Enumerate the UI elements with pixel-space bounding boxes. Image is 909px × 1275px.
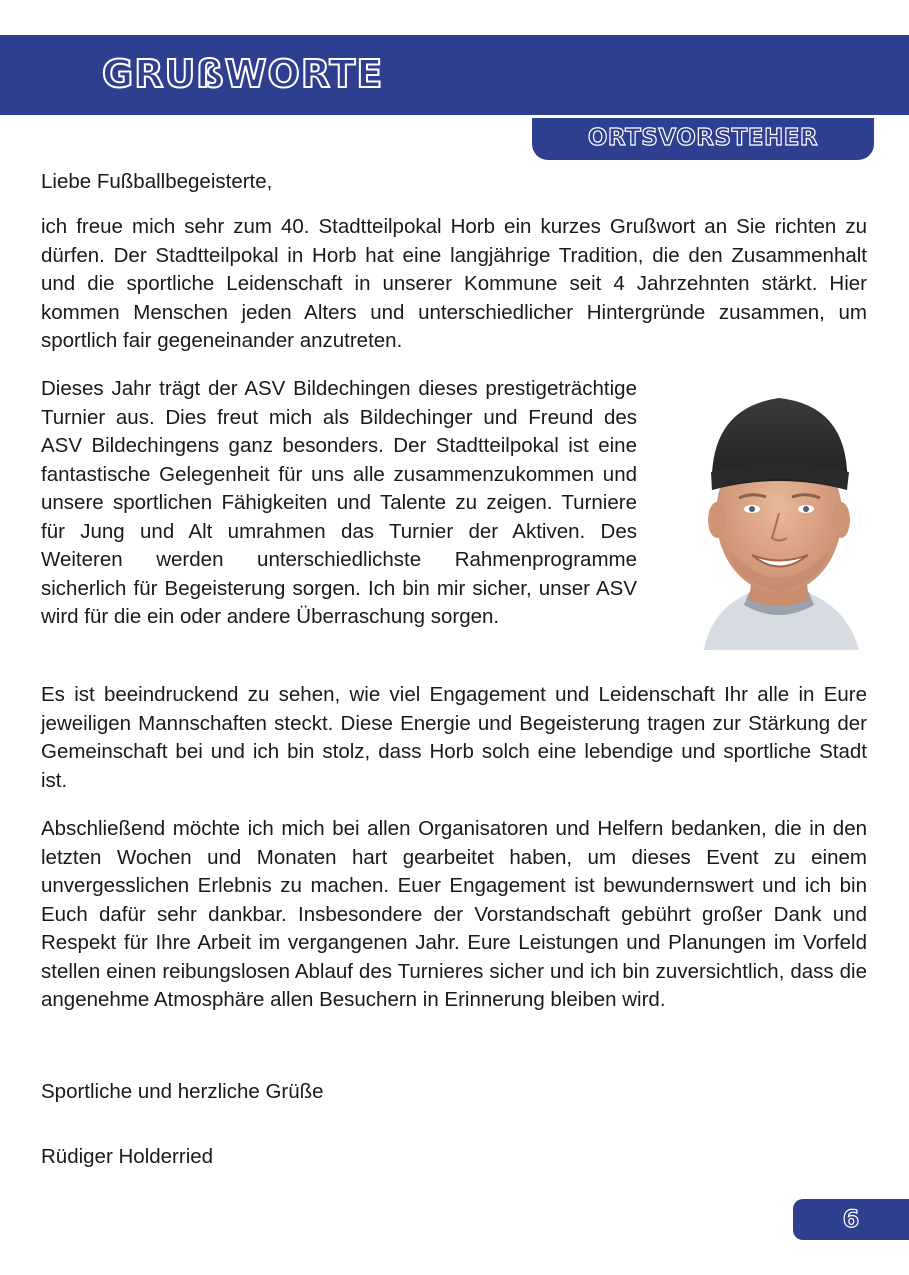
paragraph-thanks: Abschließend möchte ich mich bei allen Organisatoren und Helfern bedanken, die in den letzten Wochen und Monaten hart gearbeitet haben, um dieses Event zu einem unvergesslichen Erlebnis zu machen. Euer Engagement ist bewundernswert und ich bin Euch dafür sehr dankbar. Insbesondere der Vorstandschaft gebührt großer Dank und Respekt für Ihre Arbeit im vergangenen Jahr. Eure Leistungen und Planungen im Vorfeld stellen einen reibungslosen Ablauf des Turnieres sicher und ich bin zuversichtlich, dass die angenehme Atmosphäre allen Besuchern in Erinnerung bleiben wird. — [41, 817, 867, 1011]
closing: Sportliche und herzliche Grüße — [41, 1080, 324, 1103]
section-label: ORTSVORSTEHER — [587, 125, 819, 151]
portrait-photo — [684, 380, 874, 650]
paragraph-intro: ich freue mich sehr zum 40. Stadtteilpokal Horb ein kurzes Grußwort an Sie richten zu dürfen. Der Stadtteilpokal in Horb hat eine langjährige Tradition, die den Zusammenhalt und die sportliche Leidenschaft in unserer Kommune seit 4 Jahrzehnten stärkt. Hier kommen Menschen jeden Alters und unterschiedlicher Hintergründe zusammen, um sportlich fair gegeneinander anzutreten. — [41, 215, 867, 352]
page-title: GRUßWORTE — [102, 52, 384, 96]
header-bar — [0, 35, 909, 115]
greeting: Liebe Fußballbegeisterte, — [41, 170, 273, 193]
signature: Rüdiger Holderried — [41, 1145, 214, 1168]
section-tab — [532, 118, 874, 160]
page-number-tab — [793, 1199, 909, 1240]
paragraph-engagement: Es ist beeindruckend zu sehen, wie viel Engagement und Leidenschaft Ihr alle in Eure jeweiligen Mannschaften steckt. Diese Energie und Begeisterung tragen zur Stärkung der Gemeinschaft bei und ich bin stolz, dass Horb solch eine lebendige und sportliche Stadt ist. — [41, 683, 867, 792]
page-number: 6 — [842, 1205, 860, 1233]
paragraph-host: Dieses Jahr trägt der ASV Bildechingen dieses prestigeträchtige Turnier aus. Dies freut mich als Bildechinger und Freund des ASV Bildechingens ganz besonders. Der Stadtteilpokal ist eine fantastische Gelegenheit für uns alle zusammenzukommen und unsere sportlichen Fähigkeiten und Talente zu zeigen. Turniere für Jung und Alt umrahmen das Turnier der Aktiven. Des Weiteren werden unterschiedlichste Rahmenprogramme sicherlich für Begeisterung sorgen. Ich bin mir sicher, unser ASV wird für die ein oder andere Überraschung sorgen. — [41, 377, 637, 628]
